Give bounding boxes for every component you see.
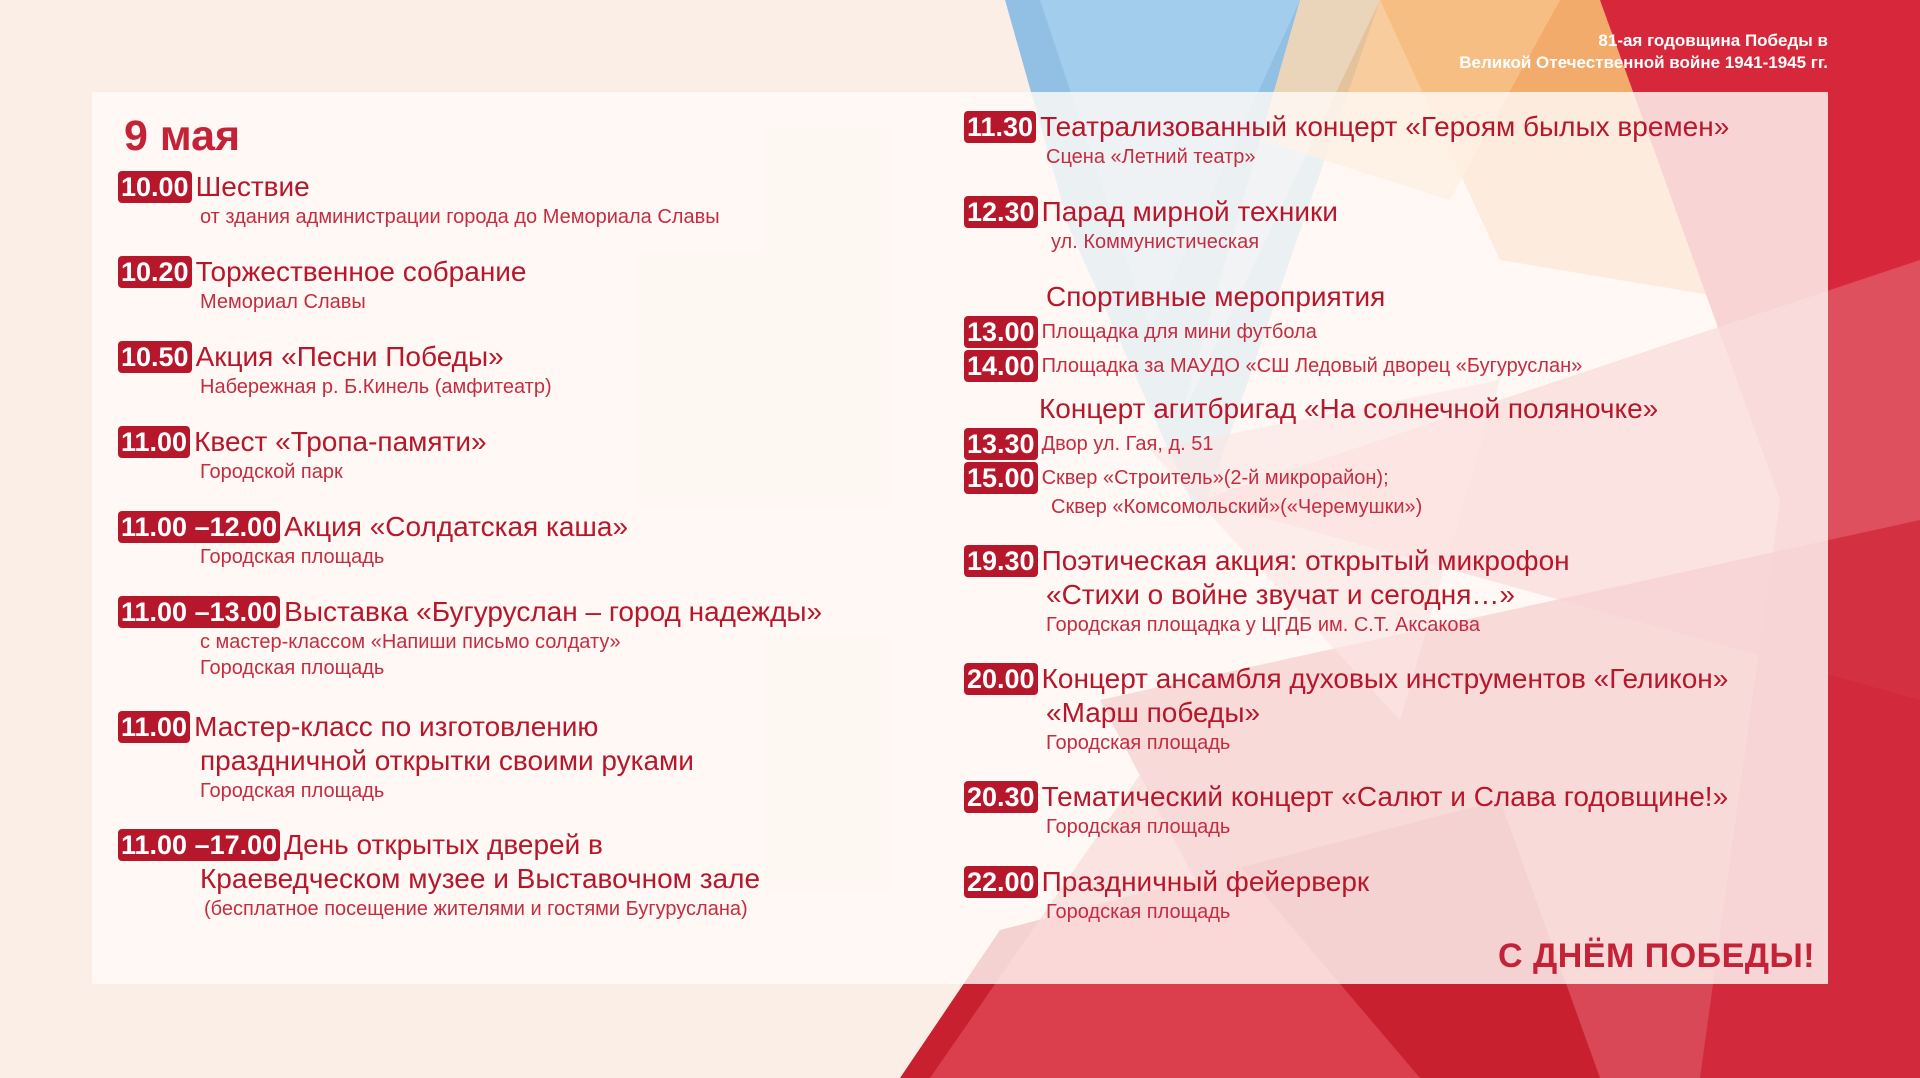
- event-location: Городской парк: [200, 461, 343, 483]
- event-title-continuation: праздничной открытки своими руками: [200, 745, 694, 776]
- agit-heading: Концерт агитбригад «На солнечной поляночке»: [1039, 393, 1659, 424]
- right-schedule-column: [964, 110, 1824, 935]
- event-location: Городская площадь: [1046, 901, 1231, 923]
- agit-item: [964, 462, 1824, 494]
- event-item: [118, 710, 918, 828]
- event-title: Мастер-класс по изготовлению: [194, 711, 599, 742]
- time-badge: 11.00 –13.00: [118, 596, 280, 628]
- event-item: [964, 110, 1824, 195]
- event-location: Двор ул. Гая, д. 51: [1041, 433, 1214, 455]
- event-item: [118, 170, 918, 255]
- time-badge: 14.00: [964, 350, 1038, 382]
- event-subtitle: с мастер-классом «Напиши письмо солдату»: [200, 631, 621, 653]
- sports-item: [964, 350, 1824, 382]
- header-line-2: Великой Отечественной войне 1941-1945 гг.: [1459, 53, 1828, 72]
- sports-group: [964, 265, 1824, 392]
- event-title: Концерт ансамбля духовых инструментов «Геликон»: [1041, 663, 1729, 694]
- agit-group: [964, 392, 1824, 544]
- sports-item: [964, 316, 1824, 348]
- event-title: Выставка «Бугуруслан – город надежды»: [284, 596, 823, 627]
- event-location: Городская площадь: [200, 657, 385, 679]
- time-badge: 10.00: [118, 171, 192, 203]
- event-title: Квест «Тропа-памяти»: [194, 426, 487, 457]
- event-title: Праздничный фейерверк: [1041, 866, 1370, 897]
- sports-heading: Спортивные мероприятия: [1046, 281, 1386, 312]
- event-item: [118, 510, 918, 595]
- time-badge: 10.20: [118, 256, 192, 288]
- event-location: Городская площадь: [200, 780, 385, 802]
- event-title: Торжественное собрание: [195, 256, 527, 287]
- event-title: День открытых дверей в: [284, 829, 603, 860]
- event-item: [964, 865, 1824, 935]
- left-schedule-column: [118, 170, 918, 928]
- time-badge: 10.50: [118, 341, 192, 373]
- event-location: Городская площадь: [1046, 816, 1231, 838]
- event-location-secondary: Сквер «Комсомольский»(«Черемушки»): [1051, 496, 1423, 518]
- event-title-continuation: Краеведческом музее и Выставочном зале: [200, 863, 761, 894]
- agit-item: [964, 428, 1824, 460]
- event-item: [964, 544, 1824, 662]
- event-location: Городская площадь: [1046, 732, 1231, 754]
- event-item: [118, 425, 918, 510]
- event-location: ул. Коммунистическая: [1051, 231, 1260, 253]
- event-item: [118, 340, 918, 425]
- time-badge: 20.00: [964, 663, 1038, 695]
- time-badge: 11.00: [118, 711, 190, 743]
- event-location: Сцена «Летний театр»: [1046, 146, 1256, 168]
- day-title: 9 мая: [124, 112, 241, 160]
- time-badge: 11.00 –17.00: [118, 829, 280, 861]
- time-badge: 11.00: [118, 426, 190, 458]
- event-title: Тематический концерт «Салют и Слава годовщине!»: [1041, 781, 1729, 812]
- event-location: Городская площадка у ЦГДБ им. С.Т. Аксакова: [1046, 614, 1481, 636]
- event-location: Площадка для мини футбола: [1041, 321, 1317, 343]
- time-badge: 20.30: [964, 781, 1038, 813]
- event-title: Акция «Солдатская каша»: [284, 511, 629, 542]
- time-badge: 13.30: [964, 428, 1038, 460]
- time-badge: 19.30: [964, 545, 1038, 577]
- event-item: [964, 662, 1824, 780]
- event-location: Мемориал Славы: [200, 291, 366, 313]
- event-title: Поэтическая акция: открытый микрофон: [1041, 545, 1570, 576]
- event-location: Набережная р. Б.Кинель (амфитеатр): [200, 376, 552, 398]
- event-location: Площадка за МАУДО «СШ Ледовый дворец «Бугуруслан»: [1041, 355, 1583, 377]
- event-title-continuation: «Марш победы»: [1046, 697, 1261, 728]
- time-badge: 22.00: [964, 866, 1038, 898]
- event-item: [118, 255, 918, 340]
- event-item: [964, 780, 1824, 865]
- event-location: Городская площадь: [200, 546, 385, 568]
- event-location: от здания администрации города до Мемориала Славы: [200, 206, 720, 228]
- event-item: [964, 195, 1824, 265]
- event-location: Сквер «Строитель»(2-й микрорайон);: [1041, 467, 1389, 489]
- time-badge: 15.00: [964, 462, 1038, 494]
- time-badge: 12.30: [964, 196, 1038, 228]
- time-badge: 11.00 –12.00: [118, 511, 280, 543]
- header-line-1: 81-ая годовщина Победы в: [1598, 31, 1828, 50]
- event-location: (бесплатное посещение жителями и гостями Бугуруслана): [204, 898, 748, 920]
- event-title-continuation: «Стихи о войне звучат и сегодня…»: [1046, 579, 1515, 610]
- event-title: Акция «Песни Победы»: [195, 341, 504, 372]
- victory-day-greeting: С ДНЁМ ПОБЕДЫ!: [1498, 937, 1816, 975]
- event-item: [118, 828, 918, 928]
- event-title: Театрализованный концерт «Героям былых времен»: [1040, 111, 1730, 142]
- anniversary-header: [1459, 30, 1828, 74]
- event-title: Шествие: [195, 171, 310, 202]
- time-badge: 11.30: [964, 111, 1036, 143]
- event-item: [118, 595, 918, 710]
- event-title: Парад мирной техники: [1041, 196, 1338, 227]
- time-badge: 13.00: [964, 316, 1038, 348]
